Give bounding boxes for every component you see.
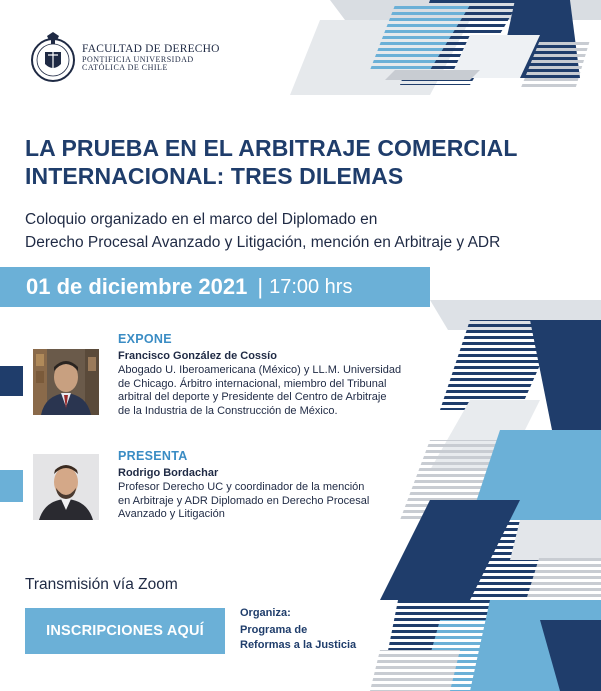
organizer-label: Organiza:: [240, 607, 291, 619]
event-date: 01 de diciembre 2021: [26, 274, 248, 299]
organizer-name-line-1: Programa de: [240, 624, 308, 636]
university-seal-icon: [30, 30, 76, 86]
university-name-line-2: CATÓLICA DE CHILE: [82, 63, 168, 73]
side-accent-light: [0, 470, 23, 502]
university-name-line-1: PONTIFICIA UNIVERSIDAD: [82, 54, 194, 64]
speaker-bio-line: Profesor Derecho UC y coordinador de la mención: [118, 481, 365, 493]
event-subtitle: [25, 208, 585, 254]
faculty-name: FACULTAD DE DERECHO: [82, 42, 220, 55]
speaker-bio-line: de la Industria de la Construcción de México.: [118, 404, 338, 417]
event-subtitle-line-2: Derecho Procesal Avanzado y Litigación, mención en Arbitraje y ADR: [25, 234, 501, 251]
speaker-bio-rodrigo: [118, 481, 418, 522]
event-title-line-2: INTERNACIONAL: TRES DILEMAS: [25, 163, 404, 189]
speaker-bio-line: de Chicago. Árbitro internacional, miembro del Tribunal: [118, 377, 387, 390]
speaker-bio-francisco: [118, 364, 418, 418]
date-separator: |: [257, 274, 264, 299]
speaker-name-francisco: Francisco González de Cossío: [118, 350, 277, 362]
side-accent-navy: [0, 366, 23, 396]
speaker-role-presenta: PRESENTA: [118, 449, 188, 463]
register-button[interactable]: INSCRIPCIONES AQUÍ: [25, 608, 225, 654]
date-banner: [0, 267, 430, 307]
organizer-name: [240, 623, 400, 653]
speaker-photo-rodrigo: [33, 454, 99, 520]
speaker-photo-francisco: [33, 349, 99, 415]
faculty-logo: [30, 30, 220, 86]
event-title-line-1: LA PRUEBA EN EL ARBITRAJE COMERCIAL: [25, 135, 518, 161]
event-time: 17:00 hrs: [269, 275, 353, 298]
speaker-bio-line: arbitral del deporte y Presidente del Centro de Arbitraje: [118, 391, 387, 403]
speaker-bio-line: en Arbitraje y ADR Diplomado en Derecho Procesal: [118, 494, 370, 507]
transmission-note: Transmisión vía Zoom: [25, 576, 178, 593]
speaker-bio-line: Abogado U. Iberoamericana (México) y LL.M. Universidad: [118, 364, 402, 376]
speaker-role-expone: EXPONE: [118, 332, 172, 346]
speaker-bio-line: Avanzado y Litigación: [118, 508, 225, 520]
speaker-name-rodrigo: Rodrigo Bordachar: [118, 467, 219, 479]
event-title: [25, 134, 565, 190]
organizer-name-line-2: Reformas a la Justicia: [240, 639, 357, 651]
event-subtitle-line-1: Coloquio organizado en el marco del Diplomado en: [25, 211, 378, 228]
